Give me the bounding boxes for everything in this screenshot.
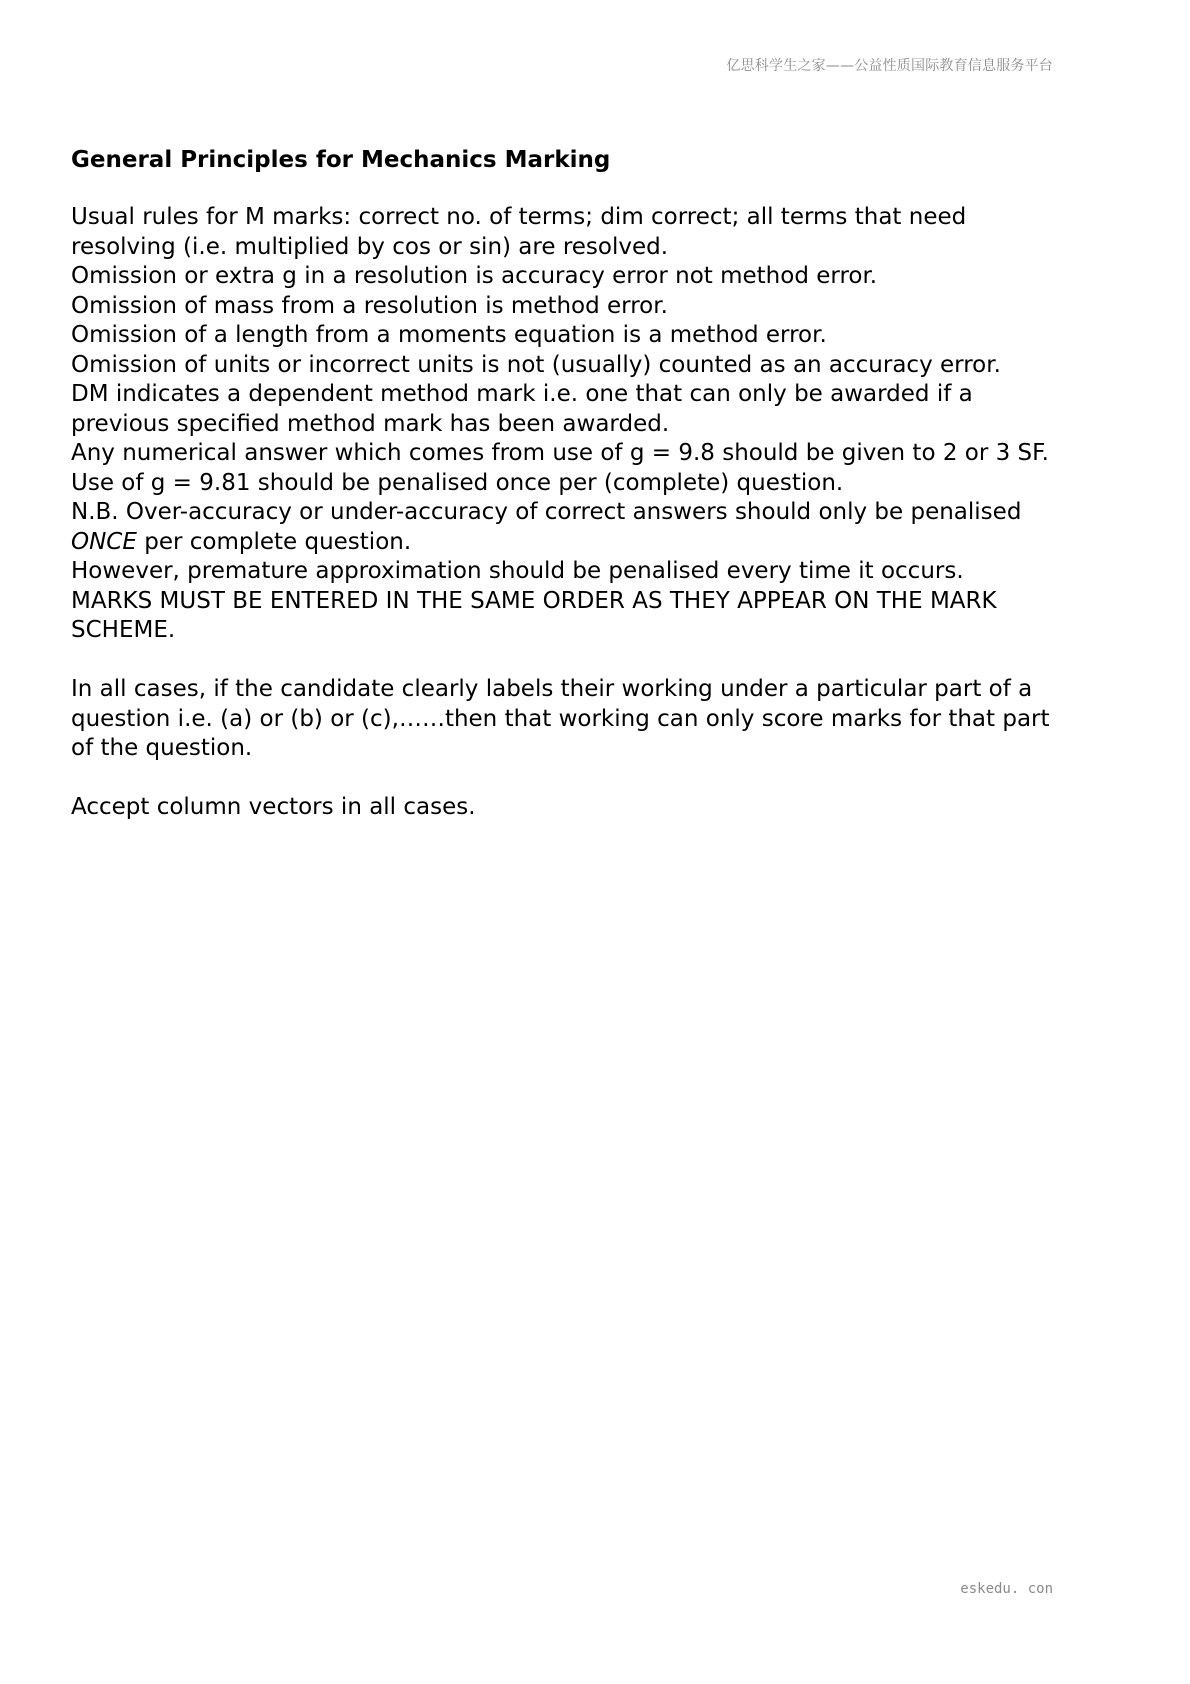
text-line: question i.e. (a) or (b) or (c),……then that working can only score marks for that part xyxy=(71,705,1050,732)
text-line: DM indicates a dependent method mark i.e. one that can only be awarded if a xyxy=(71,381,973,407)
text-line: Omission of a length from a moments equation is a method error. xyxy=(71,322,827,348)
document-body xyxy=(71,145,1131,823)
text-line: previous specified method mark has been awarded. xyxy=(71,410,670,437)
once-emphasis: ONCE xyxy=(71,528,137,555)
once-rest: per complete question. xyxy=(136,528,412,555)
header-note: 亿思科学生之家——公益性质国际教育信息服务平台 xyxy=(726,58,1053,74)
text-line: Omission of units or incorrect units is not (usually) counted as an accuracy error. xyxy=(71,351,1001,378)
text-line: Any numerical answer which comes from use of g = 9.8 should be given to 2 or 3 SF. xyxy=(71,440,1049,466)
footer-note: eskedu. con xyxy=(960,1581,1053,1597)
text-line: of the question. xyxy=(71,735,253,761)
text-line: N.B. Over-accuracy or under-accuracy of correct answers should only be penalised xyxy=(71,499,1022,525)
once-line xyxy=(71,528,1131,558)
text-line: However, premature approximation should be penalised every time it occurs. xyxy=(71,558,964,584)
text-line: In all cases, if the candidate clearly labels their working under a particular part of a xyxy=(71,676,1033,702)
paragraph-gap xyxy=(71,646,1131,676)
text-line: MARKS MUST BE ENTERED IN THE SAME ORDER AS THEY APPEAR ON THE MARK xyxy=(71,587,997,614)
text-line: Omission or extra g in a resolution is accuracy error not method error. xyxy=(71,263,878,289)
text-line: Use of g = 9.81 should be penalised once per (complete) question. xyxy=(71,469,844,496)
document-title: General Principles for Mechanics Marking xyxy=(71,147,611,173)
text-line: Omission of mass from a resolution is method error. xyxy=(71,292,668,319)
text-line: resolving (i.e. multiplied by cos or sin) are resolved. xyxy=(71,233,669,260)
text-line: Accept column vectors in all cases. xyxy=(71,794,476,820)
paragraph-gap xyxy=(71,764,1131,794)
text-line: SCHEME. xyxy=(71,617,176,643)
text-line: Usual rules for M marks: correct no. of terms; dim correct; all terms that need xyxy=(71,204,967,230)
